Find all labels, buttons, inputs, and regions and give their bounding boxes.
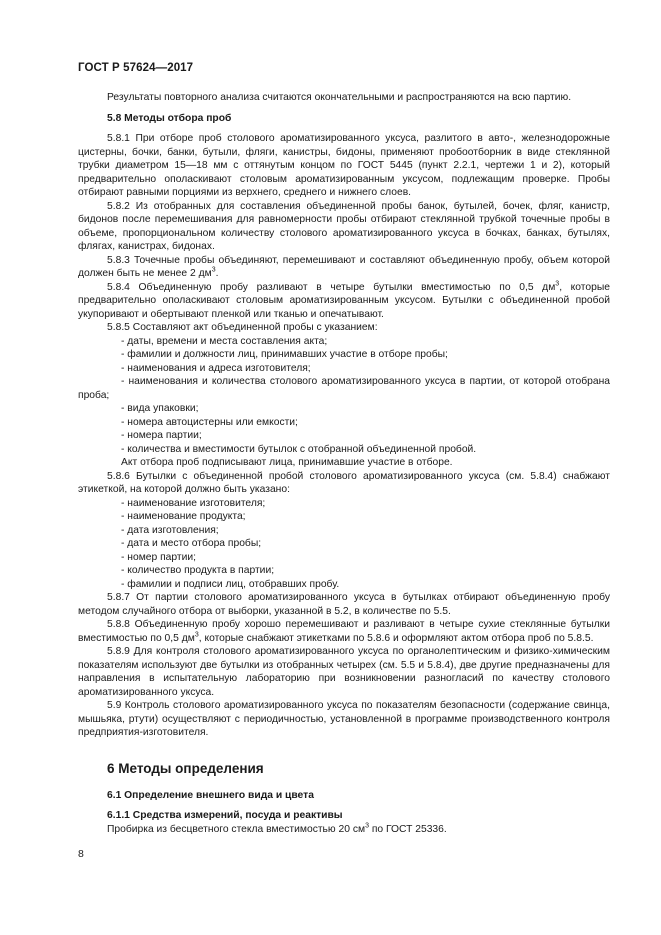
section-heading-6-1: 6.1 Определение внешнего вида и цвета	[107, 789, 314, 801]
list-item	[78, 551, 610, 565]
list-item	[78, 510, 610, 524]
list-item-text: - наименования и адреса изготовителя;	[121, 362, 311, 374]
list-item-text: - количества и вместимости бутылок с отобранной объединенной пробой.	[121, 443, 477, 455]
text-fragment: Пробирка из бесцветного стекла вместимостью 20 см	[107, 823, 366, 835]
superscript: 3	[194, 631, 199, 639]
list-item-text: - номера партии;	[121, 430, 202, 441]
list-item	[78, 429, 610, 443]
text-fragment: 5.8.3 Точечные пробы объединяют, перемешивают и составляют объединенную пробу, объем которой должен быть не менее 2 дм	[78, 254, 610, 279]
list-item-text: Акт отбора проб подписывают лица, принимавшие участие в отборе.	[121, 457, 453, 468]
document-body	[78, 91, 610, 836]
superscript: 3	[211, 266, 216, 274]
page-number: 8	[78, 848, 84, 860]
list-item-text: - вида упаковки;	[121, 403, 199, 414]
list-item	[78, 335, 610, 349]
text-fragment: .	[215, 268, 219, 279]
paragraph-6-1-1	[78, 823, 610, 837]
list-item	[78, 375, 610, 402]
paragraph-5-8-1: 5.8.1 При отборе проб столового ароматизированного уксуса, разлитого в авто-, железнодорожные цистерны, бочки, банки, бутыли, фляги, канистры, бидоны, применяют пробоотборник в виде стеклянной трубки диаметром 15—18 мм с оттянутым концом по ГОСТ 5445 (пункт 2.2.1, чертежи 1 и 2), который предварительно ополаскивают столовым ароматизированным уксусом, подлежащим проверке. Пробы отбирают равными порциями из верхнего, среднего и нижнего слоев.	[78, 133, 610, 198]
spacer	[78, 105, 610, 112]
paragraph-repeat-analysis: Результаты повторного анализа считаются окончательными и распространяются на всю партию.	[107, 92, 572, 103]
paragraph-5-9: 5.9 Контроль столового ароматизированного уксуса по показателям безопасности (содержание свинца, мышьяка, ртути) осуществляют с периодичностью, установленной в программе производственного контроля предприятия-изготовителя.	[78, 700, 610, 738]
paragraph-5-8-5: 5.8.5 Составляют акт объединенной пробы с указанием:	[107, 322, 378, 333]
paragraph-5-8-3	[78, 254, 610, 281]
list-item-text: - даты, времени и места составления акта;	[121, 335, 328, 347]
spacer	[78, 125, 610, 132]
list-item	[78, 348, 610, 362]
list-item	[78, 524, 610, 538]
superscript: 3	[555, 280, 560, 288]
section-heading-6: 6 Методы определения	[107, 760, 264, 776]
text-fragment: 5.8.8 Объединенную пробу хорошо перемешивают и разливают в четыре сухие стеклянные бутылки вместимостью по 0,5 дм	[78, 619, 610, 644]
spacer	[78, 777, 610, 789]
list-item	[78, 497, 610, 511]
text-fragment: , которые снабжают этикетками по 5.8.6 и оформляют актом отбора проб по 5.8.5.	[198, 632, 594, 644]
list-item-text: - наименования и количества столового ароматизированного уксуса в партии, от которой отобрана проба;	[78, 376, 610, 401]
list-item	[78, 416, 610, 430]
paragraph-5-8-7: 5.8.7 От партии столового ароматизированного уксуса в бутылках отбирают объединенную пробу методом случайного отбора от выборки, указанной в 5.2, в количестве по 5.5.	[78, 592, 610, 617]
list-item	[78, 443, 610, 457]
paragraph-5-8-2: 5.8.2 Из отобранных для составления объединенной пробы банок, бутылей, бочек, фляг, канистр, бидонов после перемешивания для равномерности пробы отбирают стеклянной трубкой точечные пробы в объеме, пропорциональном количеству столового ароматизированного уксуса в бочках, банках, бутылях, флягах, канистрах, бидонах.	[78, 200, 610, 252]
list-item-text: - дата изготовления;	[121, 524, 219, 536]
list-item-text: - номера автоцистерны или емкости;	[121, 416, 298, 428]
list-item-text: - дата и место отбора пробы;	[121, 538, 262, 549]
paragraph-5-8-9: 5.8.9 Для контроля столового ароматизированного уксуса по органолептическим и физико-химическим показателям используют две бутылки из отобранных четырех (см. 5.5 и 5.8.4), две другие предназначены для направления в испытательную лабораторию при возникновении разногласий по качеству столового ароматизированного уксуса.	[78, 646, 610, 698]
list-item	[78, 578, 610, 592]
document-header: ГОСТ Р 57624—2017	[78, 62, 194, 74]
list-item-text: - наименование изготовителя;	[121, 497, 266, 509]
list-item-text: - фамилии и подписи лиц, отобравших пробу.	[121, 578, 340, 590]
spacer	[78, 802, 610, 809]
list-item	[78, 564, 610, 578]
list-item	[78, 402, 610, 416]
paragraph-5-8-8	[78, 618, 610, 645]
section-heading-5-8: 5.8 Методы отбора проб	[107, 112, 232, 124]
text-fragment: 5.8.4 Объединенную пробу разливают в четыре бутылки вместимостью по 0,5 дм	[107, 281, 556, 293]
list-item-text: - наименование продукта;	[121, 511, 246, 522]
list-item	[78, 537, 610, 551]
paragraph-5-8-6: 5.8.6 Бутылки с объединенной пробой столового ароматизированного уксуса (см. 5.8.4) снабжают этикеткой, на которой должно быть указано:	[78, 470, 610, 495]
section-heading-6-1-1: 6.1.1 Средства измерений, посуда и реактивы	[107, 810, 343, 821]
spacer	[78, 740, 610, 761]
text-fragment: , которые предварительно ополаскивают столовым ароматизированным уксусом. Бутылки с объединенной пробой укупоривают и обертывают пленкой или тканью и опечатывают.	[78, 281, 610, 320]
list-item	[78, 456, 610, 470]
list-item-text: - фамилии и должности лиц, принимавших участие в отборе пробы;	[121, 349, 448, 360]
list-item-text: - количество продукта в партии;	[121, 565, 275, 576]
list-item	[78, 362, 610, 376]
paragraph-5-8-4	[78, 281, 610, 322]
list-item-text: - номер партии;	[121, 551, 196, 563]
superscript: 3	[365, 822, 369, 830]
text-fragment: по ГОСТ 25336.	[368, 823, 447, 835]
